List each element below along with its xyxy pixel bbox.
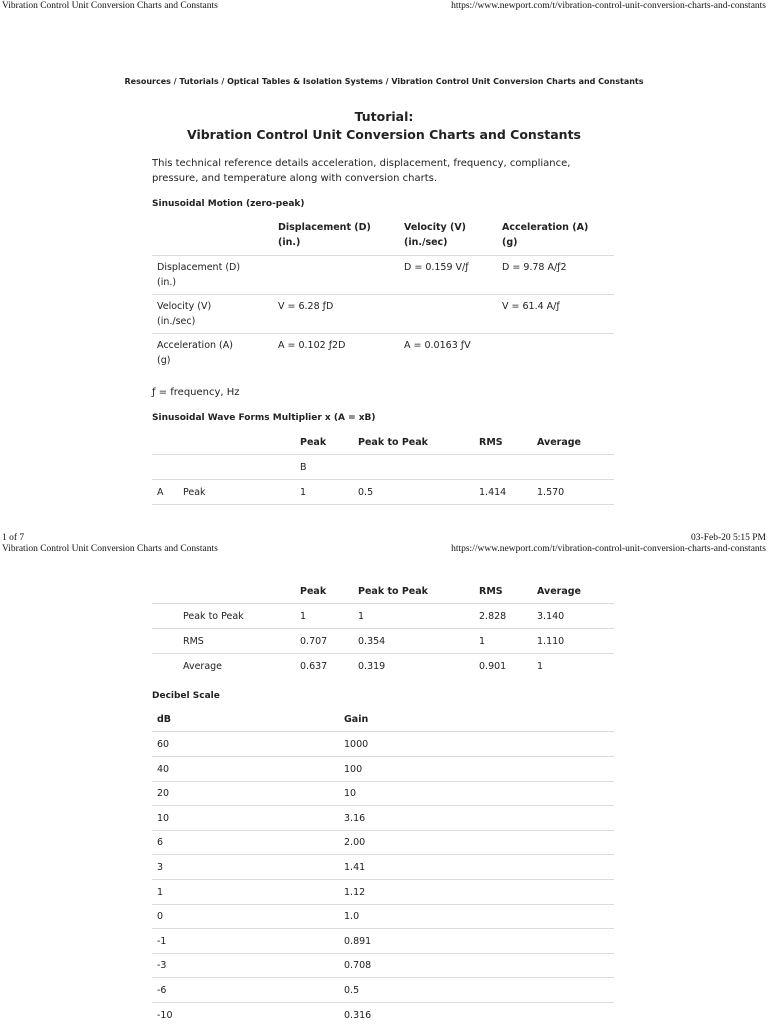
print-header-url[interactable]: https://www.newport.com/t/vibration-control-unit-conversion-charts-and-constants bbox=[451, 544, 766, 554]
table-row bbox=[152, 904, 614, 929]
db-value: 60 bbox=[157, 739, 170, 750]
print-header-url[interactable]: https://www.newport.com/t/vibration-control-unit-conversion-charts-and-constants bbox=[451, 1, 766, 11]
page-title-line1: Tutorial: bbox=[354, 109, 414, 124]
intro-paragraph: This technical reference details acceleration, displacement, frequency, compliance, pressure, and temperature along with conversion charts. bbox=[152, 158, 571, 184]
col-header-displacement: Displacement (D) (in.) bbox=[278, 222, 371, 248]
col-header-rms: RMS bbox=[479, 437, 503, 448]
table-row bbox=[152, 1003, 614, 1027]
table-row bbox=[152, 654, 614, 678]
decibel-table bbox=[152, 708, 614, 1024]
table-row bbox=[152, 334, 614, 374]
table-cell: V = 6.28 ƒD bbox=[278, 301, 334, 312]
a-label: A bbox=[157, 487, 164, 498]
db-value: 20 bbox=[157, 788, 170, 800]
gain-value: 1.41 bbox=[344, 862, 366, 873]
row-label: Peak bbox=[183, 487, 206, 498]
print-header bbox=[0, 0, 768, 12]
gain-value: 100 bbox=[344, 763, 363, 775]
page-title bbox=[0, 108, 768, 144]
db-value: 40 bbox=[157, 763, 170, 775]
table-cell: 0.354 bbox=[358, 636, 386, 647]
row-label: RMS bbox=[183, 636, 204, 647]
row-label: Average bbox=[183, 661, 223, 672]
table-cell: A = 0.0163 ƒV bbox=[404, 340, 471, 351]
db-value: 1 bbox=[157, 886, 164, 898]
print-header-title: Vibration Control Unit Conversion Charts and Constants bbox=[2, 544, 218, 554]
wave-forms-heading: Sinusoidal Wave Forms Multiplier x (A = xB) bbox=[152, 413, 376, 423]
row-label: Velocity (V) (in./sec) bbox=[157, 301, 212, 327]
db-value: -6 bbox=[157, 985, 167, 996]
print-header bbox=[0, 543, 768, 555]
gain-value: 10 bbox=[344, 788, 357, 800]
gain-value: 0.5 bbox=[344, 985, 360, 996]
table-cell: 3.140 bbox=[537, 611, 565, 622]
table-row bbox=[152, 953, 614, 978]
row-label: Peak to Peak bbox=[183, 611, 244, 622]
table-row bbox=[152, 256, 614, 295]
table-row bbox=[152, 806, 614, 831]
table-row bbox=[152, 629, 614, 654]
db-value: -3 bbox=[157, 960, 167, 972]
table-row bbox=[152, 855, 614, 880]
print-datetime: 03-Feb-20 5:15 PM bbox=[691, 533, 766, 543]
col-header-velocity: Velocity (V) (in./sec) bbox=[404, 222, 467, 248]
col-header-acceleration: Acceleration (A) (g) bbox=[502, 222, 589, 248]
table-header-row bbox=[152, 218, 614, 256]
col-header-peak-to-peak: Peak to Peak bbox=[358, 586, 428, 597]
table-cell: A = 0.102 ƒ2D bbox=[278, 340, 346, 351]
col-header-gain: Gain bbox=[344, 714, 369, 725]
gain-value: 3.16 bbox=[344, 812, 366, 824]
col-header-peak: Peak bbox=[300, 437, 327, 448]
table-row bbox=[152, 781, 614, 806]
decibel-heading: Decibel Scale bbox=[152, 691, 220, 701]
table-cell: 0.5 bbox=[358, 487, 374, 498]
sinusoidal-motion-heading: Sinusoidal Motion (zero-peak) bbox=[152, 199, 305, 209]
table-row bbox=[152, 978, 614, 1003]
gain-value: 1000 bbox=[344, 739, 369, 750]
table-cell: 1 bbox=[300, 487, 307, 498]
table-row bbox=[152, 929, 614, 954]
gain-value: 1.12 bbox=[344, 886, 366, 898]
breadcrumb[interactable]: Resources / Tutorials / Optical Tables & Isolation Systems / Vibration Control Unit Conversion Charts and Constants bbox=[124, 77, 644, 86]
table-row bbox=[152, 604, 614, 629]
col-header-db: dB bbox=[157, 714, 172, 725]
table-cell: 0.707 bbox=[300, 636, 328, 647]
table-header-row bbox=[152, 432, 614, 455]
gain-value: 2.00 bbox=[344, 837, 366, 849]
table-cell: 0.901 bbox=[479, 661, 507, 672]
db-value: -1 bbox=[157, 935, 167, 947]
table-cell: 0.319 bbox=[358, 661, 386, 672]
col-header-peak-to-peak: Peak to Peak bbox=[358, 437, 428, 448]
table-row bbox=[152, 295, 614, 334]
col-header-average: Average bbox=[537, 437, 581, 448]
table-cell: D = 0.159 V/ƒ bbox=[404, 262, 469, 273]
sinusoidal-motion-table bbox=[152, 218, 614, 374]
table-row bbox=[152, 480, 614, 505]
frequency-note: ƒ = frequency, Hz bbox=[152, 387, 240, 398]
table-cell: V = 61.4 A/ƒ bbox=[502, 301, 560, 312]
db-value: 3 bbox=[157, 862, 164, 873]
table-row bbox=[152, 880, 614, 905]
db-value: 0 bbox=[157, 911, 164, 923]
table-cell: 1 bbox=[479, 636, 486, 647]
table-header-row bbox=[152, 581, 614, 604]
row-label: Displacement (D) (in.) bbox=[157, 262, 241, 288]
row-label: Acceleration (A) (g) bbox=[157, 340, 233, 366]
gain-value: 0.891 bbox=[344, 935, 372, 947]
table-cell: D = 9.78 A/ƒ2 bbox=[502, 262, 567, 273]
page-title-line2: Vibration Control Unit Conversion Charts and Constants bbox=[187, 127, 581, 142]
gain-value: 0.316 bbox=[344, 1009, 372, 1021]
wave-forms-table bbox=[152, 432, 614, 504]
table-cell: 1 bbox=[358, 611, 365, 622]
table-row bbox=[152, 757, 614, 782]
table-cell: 1 bbox=[300, 611, 307, 622]
table-cell: 2.828 bbox=[479, 611, 507, 622]
gain-value: 1.0 bbox=[344, 911, 360, 923]
table-row bbox=[152, 830, 614, 855]
gain-value: 0.708 bbox=[344, 960, 372, 972]
page-number: 1 of 7 bbox=[2, 533, 25, 543]
db-value: 10 bbox=[157, 812, 170, 824]
col-header-average: Average bbox=[537, 586, 581, 597]
col-header-peak: Peak bbox=[300, 586, 327, 597]
b-label: B bbox=[300, 462, 307, 473]
table-cell: 1.570 bbox=[537, 487, 565, 498]
db-value: -10 bbox=[157, 1009, 173, 1021]
print-header-title: Vibration Control Unit Conversion Charts and Constants bbox=[2, 1, 218, 11]
table-cell: 1 bbox=[537, 661, 544, 672]
table-row bbox=[152, 455, 614, 480]
table-cell: 1.110 bbox=[537, 636, 565, 647]
table-header-row bbox=[152, 708, 614, 732]
col-header-rms: RMS bbox=[479, 586, 503, 597]
table-row bbox=[152, 732, 614, 757]
table-cell: 0.637 bbox=[300, 661, 328, 672]
wave-forms-table-continued bbox=[152, 581, 614, 677]
db-value: 6 bbox=[157, 837, 164, 849]
table-cell: 1.414 bbox=[479, 487, 507, 498]
